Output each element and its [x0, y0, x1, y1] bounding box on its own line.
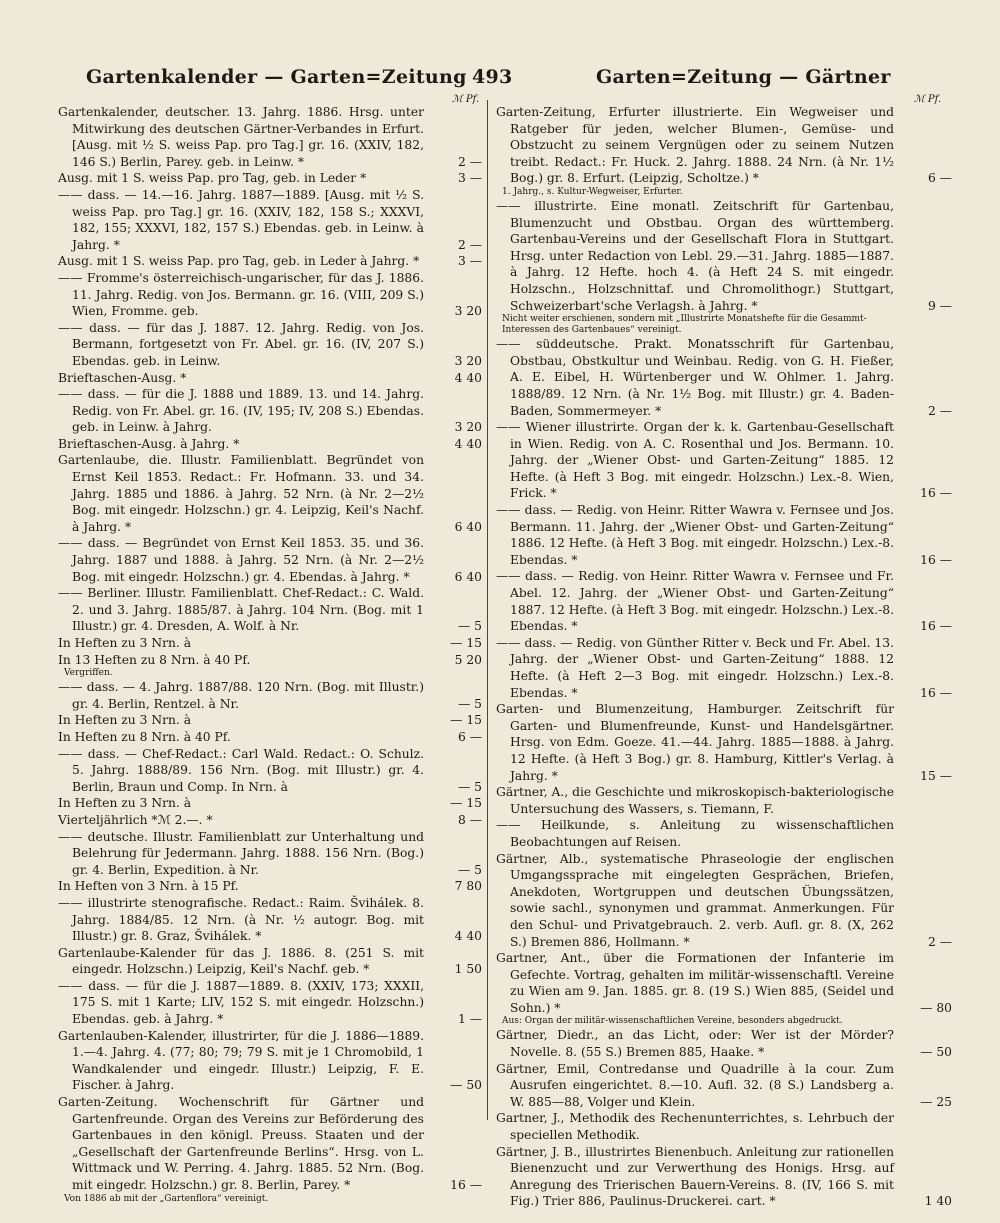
entry-text: Gartenlaube, die. Illustr. Familienblatt. Begründet von Ernst Keil 1853. Redact.: Fr. Hofmann. 33. und 34. Jahrg. 1885 und 1886. à Jahrg. 52 Nrn. (à Nr. 2—2½ Bog. mit eingedr. Holzschn.) gr. 4. Leipzig, Keil's Nachf. à Jahrg. *: [58, 453, 424, 534]
catalog-entry: [58, 270, 482, 320]
catalog-entry: [58, 370, 482, 387]
entry-price: 9 —: [927, 298, 952, 313]
entry-price: 5 20: [454, 652, 482, 667]
column-divider: [487, 100, 488, 1120]
catalog-entry: [58, 452, 482, 535]
entry-price: 16 —: [920, 486, 952, 501]
catalog-entry: [58, 635, 482, 652]
entry-text: Gartenlaube-Kalender für das J. 1886. 8. (251 S. mit eingedr. Holzschn.) Leipzig, Keil's Nachf. geb. *: [58, 945, 424, 977]
catalog-entry: [496, 1144, 952, 1210]
entry-price: 16 —: [920, 685, 952, 700]
entry-price: — 15: [450, 713, 482, 728]
entry-text: Vierteljährlich *ℳ 2.—. *: [58, 812, 213, 827]
catalog-entry: [58, 320, 482, 370]
entry-text: Aus: Organ der militär-wissenschaftlichen Vereine, besonders abgedruckt.: [502, 1016, 843, 1027]
entry-text: Nicht weiter erschienen, sondern mit „Illustrirte Monatshefte für die Gesammt-Interessen des Gartenbaues“ vereinigt.: [502, 314, 867, 336]
catalog-entry: [496, 336, 952, 419]
catalog-entry: [58, 812, 482, 829]
entry-price: 1 40: [924, 1194, 952, 1209]
entry-price: — 25: [920, 1094, 952, 1109]
entry-price: 2 —: [457, 154, 482, 169]
catalog-entry: [58, 535, 482, 585]
entry-text: Gartner, Ant., über die Formationen der Infanterie im Gefechte. Vortrag, gehalten im militär-wissenschaftl. Vereine zu Wien am 9. Jan. 1885. gr. 8. (19 S.) Wien 885, (Seidel und Sohn.) *: [496, 951, 894, 1015]
catalog-entry: [496, 851, 952, 951]
left-column: [58, 104, 482, 1205]
entry-text: Garten-Zeitung. Wochenschrift für Gärtner und Gartenfreunde. Organ des Vereins zur Beförderung des Gartenbaues in den königl. Preuss. Staaten und der „Gesellschaft der Gartenfreunde Berlins“. Hrsg. von L. Wittmack und W. Perring. 4. Jahrg. 1885. 52 Nrn. (Bog. mit eingedr. Holzschn.) gr. 8. Berlin, Parey. *: [58, 1095, 424, 1192]
catalog-entry: [58, 104, 482, 170]
catalog-entry: [496, 950, 952, 1016]
catalog-entry: [58, 878, 482, 895]
entry-text: In 13 Heften zu 8 Nrn. à 40 Pf.: [58, 652, 251, 667]
entry-text: Gärtner, Emil, Contredanse und Quadrille à la cour. Zum Ausrufen eingerichtet. 8.—10. Aufl. 32. (8 S.) Landsberg a. W. 885—88, Volger und Klein.: [496, 1061, 894, 1109]
catalog-entry: [58, 652, 482, 669]
entry-text: —— deutsche. Illustr. Familienblatt zur Unterhaltung und Belehrung für Jedermann. Jahrg. 1888. 156 Nrn. (Bog.) gr. 4. Berlin, Expedition. à Nr.: [58, 829, 424, 877]
entry-text: Vergriffen.: [64, 668, 113, 679]
entry-price: — 5: [457, 862, 482, 877]
entry-price: 4 40: [454, 436, 482, 451]
entry-price: 6 —: [927, 171, 952, 186]
entry-text: —— Fromme's österreichisch-ungarischer, für das J. 1886. 11. Jahrg. Redig. von Jos. Bermann. gr. 16. (VIII, 209 S.) Wien, Fromme. geb.: [58, 270, 424, 319]
entry-text: —— dass. — Redig. von Günther Ritter v. Beck und Fr. Abel. 13. Jahrg. der „Wiener Obst- und Garten-Zeitung“ 1888. 12 Hefte. (à Heft 2—3 Bog. mit eingedr. Holzschn.) Lex.-8. Ebendas. *: [496, 635, 894, 700]
entry-text: In Heften zu 3 Nrn. à: [58, 713, 192, 728]
entry-price: 3 —: [457, 254, 482, 269]
catalog-entry: [496, 1110, 952, 1143]
catalog-entry: [58, 1028, 482, 1094]
entry-price: 7 80: [454, 879, 482, 894]
entry-text: —— dass. — für das J. 1887. 12. Jahrg. Redig. von Jos. Bermann, fortgesetzt von Fr. Abel. gr. 16. (IV, 207 S.) Ebendas. geb. in Leinw.: [58, 320, 424, 368]
entry-price: 3 —: [457, 171, 482, 186]
entry-price: 3 20: [454, 304, 482, 319]
entry-price: 6 —: [457, 729, 482, 744]
catalog-entry: [58, 829, 482, 879]
catalog-entry: [58, 978, 482, 1028]
entry-text: —— dass. — für die J. 1887—1889. 8. (XXIV, 173; XXXII, 175 S. mit 1 Karte; LIV, 152 S. mit eingedr. Holzschn.) Ebendas. geb. à Jahrg. *: [58, 978, 424, 1027]
entry-price: 15 —: [920, 768, 952, 783]
catalog-entry: [58, 945, 482, 978]
entry-text: Gartner, J., Methodik des Rechenunterrichtes, s. Lehrbuch der speciellen Methodik.: [496, 1111, 894, 1143]
entry-price: 2 —: [927, 934, 952, 949]
catalog-entry: [496, 419, 952, 502]
entry-price: 2 —: [457, 237, 482, 252]
catalog-note: [496, 314, 952, 336]
entry-text: Gartenkalender, deutscher. 13. Jahrg. 1886. Hrsg. unter Mitwirkung des deutschen Gärtner-Verbandes in Erfurt. [Ausg. mit ½ S. weiss Pap. pro Tag.] gr. 16. (XXIV, 182, 146 S.) Berlin, Parey. geb. in Leinw. *: [58, 105, 424, 169]
entry-text: —— dass. — Begründet von Ernst Keil 1853. 35. und 36. Jahrg. 1887 und 1888. à Jahrg. 52 Nrn. (à Nr. 2—2½ Bog. mit eingedr. Holzschn.) gr. 4. Ebendas. à Jahrg. *: [58, 536, 424, 584]
entry-text: —— illustrirte. Eine monatl. Zeitschrift für Gartenbau, Blumenzucht und Obstbau. Organ des württemberg. Gartenbau-Vereins und der Gesellschaft Flora in Stuttgart. Hrsg. unter Redaction von Lebl. 29.—31. Jahrg. 1885—1887. à Jahrg. 12 Hefte. hoch 4. (à Heft 24 S. mit eingedr. Holzschn., Holzschnittaf. und Chromolithogr.) Stuttgart, Schweizerbart'sche Verlagsh. à Jahrg. *: [496, 198, 894, 313]
entry-text: In Heften von 3 Nrn. à 15 Pf.: [58, 879, 239, 894]
entry-price: 1 50: [454, 962, 482, 977]
catalog-entry: [496, 104, 952, 187]
right-column: [496, 104, 952, 1210]
entry-price: 16 —: [920, 552, 952, 567]
entry-text: —— süddeutsche. Prakt. Monatsschrift für Gartenbau, Obstbau, Obstkultur und Weinbau. Redig. von G. H. Fießer, A. E. Eibel, H. Würtenberger und W. Ohlmer. 1. Jahrg. 1888/89. 12 Nrn. (à Nr. 1½ Bog. mit Illustr.) gr. 4. Baden-Baden, Sommermeyer. *: [496, 337, 894, 418]
entry-text: Brieftaschen-Ausg. *: [58, 370, 187, 385]
catalog-note: [496, 187, 952, 198]
entry-price: — 15: [450, 796, 482, 811]
entry-price: 3 20: [454, 420, 482, 435]
entry-text: —— Berliner. Illustr. Familienblatt. Chef-Redact.: C. Wald. 2. und 3. Jahrg. 1885/87. à Jahrg. 104 Nrn. (Bog. mit 1 Illustr.) gr. 4. Dresden, A. Wolf. à Nr.: [58, 586, 424, 634]
entry-price: 6 40: [454, 569, 482, 584]
catalog-entry: [58, 436, 482, 453]
entry-price: 6 40: [454, 519, 482, 534]
entry-text: —— dass. — Redig. von Heinr. Ritter Wawra v. Fernsee und Fr. Abel. 12. Jahrg. der „Wiener Obst- und Garten-Zeitung“ 1887. 12 Hefte. (à Heft 3 Bog. mit eingedr. Holzschn.) Lex.-8. Ebendas. *: [496, 569, 894, 634]
catalog-entry: [58, 712, 482, 729]
entry-price: 4 40: [454, 370, 482, 385]
entry-text: —— dass. — 4. Jahrg. 1887/88. 120 Nrn. (Bog. mit Illustr.) gr. 4. Berlin, Rentzel. à Nr.: [58, 680, 424, 711]
catalog-entry: [58, 1094, 482, 1194]
entry-text: Ausg. mit 1 S. weiss Pap. pro Tag, geb. in Leder à Jahrg. *: [58, 254, 420, 269]
entry-text: Brieftaschen-Ausg. à Jahrg. *: [58, 436, 240, 451]
entry-text: In Heften zu 8 Nrn. à 40 Pf.: [58, 729, 231, 744]
currency-header-right: ℳ Pf.: [914, 94, 942, 105]
entry-text: —— illustrirte stenografische. Redact.: Raim. Švihálek. 8. Jahrg. 1884/85. 12 Nrn. (à Nr. ½ autogr. Bog. mit Illustr.) gr. 8. Graz, Švihálek. *: [58, 895, 424, 944]
page-number: 493: [472, 66, 513, 88]
entry-text: Gartenlauben-Kalender, illustrirter, für die J. 1886—1889. 1.—4. Jahrg. 4. (77; 80; 79; 79 S. mit je 1 Chromobild, 1 Wandkalender und eingedr. Illustr.) Leipzig, F. E. Fischer. à Jahrg.: [58, 1028, 424, 1093]
entry-text: Von 1886 ab mit der „Gartenflora“ vereinigt.: [64, 1193, 269, 1204]
catalog-entry: [58, 895, 482, 945]
running-head-right: Garten=Zeitung — Gärtner: [596, 66, 891, 88]
entry-text: Gärtner, J. B., illustrirtes Bienenbuch. Anleitung zur rationellen Bienenzucht und zur Verwerthung des Honigs. Hrsg. auf Anregung des Trierischen Bauern-Vereins. 8. (IV, 166 S. mit Fig.) Trier 886, Paulinus-Druckerei. cart. *: [496, 1144, 894, 1209]
entry-text: 1. Jahrg., s. Kultur-Wegweiser, Erfurter.: [502, 186, 683, 197]
entry-price: 4 40: [454, 929, 482, 944]
catalog-note: [496, 1016, 952, 1027]
entry-price: 8 —: [457, 812, 482, 827]
entry-text: —— dass. — Chef-Redact.: Carl Wald. Redact.: O. Schulz. 5. Jahrg. 1888/89. 156 Nrn. (Bog. mit Illustr.) gr. 4. Berlin, Braun und Comp. In Nrn. à: [58, 746, 424, 794]
currency-header-left: ℳ Pf.: [452, 94, 480, 105]
catalog-entry: [58, 585, 482, 635]
catalog-entry: [58, 187, 482, 253]
catalog-entry: [496, 1027, 952, 1060]
entry-text: Gärtner, Diedr., an das Licht, oder: Wer ist der Mörder? Novelle. 8. (55 S.) Bremen 885, Haake. *: [496, 1028, 894, 1060]
entry-text: —— Heilkunde, s. Anleitung zu wissenschaftlichen Beobachtungen auf Reisen.: [496, 818, 894, 849]
entry-text: In Heften zu 3 Nrn. à: [58, 796, 192, 811]
entry-price: — 15: [450, 636, 482, 650]
catalog-entry: [58, 679, 482, 712]
catalog-entry: [496, 701, 952, 784]
catalog-entry: [58, 386, 482, 436]
entry-text: Garten-Zeitung, Erfurter illustrierte. Ein Wegweiser und Ratgeber für jeden, welcher Blumen-, Gemüse- und Obstzucht zu seinem Vergnügen oder zu seinem Nutzen treibt. Redact.: Fr. Huck. 2. Jahrg. 1888. 24 Nrn. (à Nr. 1½ Bog.) gr. 8. Erfurt. (Leipzig, Scholtze.) *: [496, 105, 894, 186]
catalog-entry: [58, 170, 482, 187]
entry-price: 1 —: [457, 1012, 482, 1027]
catalog-note: [58, 668, 482, 679]
catalog-entry: [496, 1061, 952, 1111]
catalog-entry: [496, 568, 952, 634]
entry-price: — 50: [450, 1078, 482, 1093]
catalog-entry: [58, 746, 482, 796]
entry-text: —— dass. — 14.—16. Jahrg. 1887—1889. [Ausg. mit ½ S. weiss Pap. pro Tag.] gr. 16. (XXIV, 182, 158 S.; XXXVI, 182, 155; XXXVI, 182, 157 S.) Ebendas. geb. in Leinw. à Jahrg. *: [58, 187, 424, 252]
entry-text: —— dass. — für die J. 1888 und 1889. 13. und 14. Jahrg. Redig. von Fr. Abel. gr. 16. (IV, 195; IV, 208 S.) Ebendas. geb. in Leinw. à Jahrg.: [58, 387, 424, 435]
entry-price: 2 —: [927, 403, 952, 418]
catalog-entry: [496, 784, 952, 817]
catalog-entry: [58, 253, 482, 270]
entry-text: —— Wiener illustrirte. Organ der k. k. Gartenbau-Gesellschaft in Wien. Redig. von A. C. Rosenthal und Jos. Bermann. 10. Jahrg. der „Wiener Obst- und Garten-Zeitung“ 1885. 12 Hefte. (à Heft 3 Bog. mit eingedr. Holzschn.) Lex.-8. Wien, Frick. *: [496, 420, 894, 501]
entry-price: — 50: [920, 1045, 952, 1060]
entry-price: 16 —: [450, 1178, 482, 1192]
catalog-note: [58, 1194, 482, 1205]
entry-text: Garten- und Blumenzeitung, Hamburger. Zeitschrift für Garten- und Blumenfreunde, Kunst- und Handelsgärtner. Hrsg. von Edm. Goeze. 41.—44. Jahrg. 1885—1888. à Jahrg. 12 Hefte. (à Heft 3 Bog.) gr. 8. Hamburg, Kittler's Verlag. à Jahrg. *: [496, 702, 894, 783]
entry-text: —— dass. — Redig. von Heinr. Ritter Wawra v. Fernsee und Jos. Bermann. 11. Jahrg. der „Wiener Obst- und Garten-Zeitung“ 1886. 12 Hefte. (à Heft 3 Bog. mit eingedr. Holzschn.) Lex.-8. Ebendas. *: [496, 503, 894, 567]
entry-text: Ausg. mit 1 S. weiss Pap. pro Tag, geb. in Leder *: [58, 171, 367, 186]
catalog-entry: [496, 502, 952, 568]
catalog-entry: [496, 198, 952, 314]
entry-text: Gärtner, A., die Geschichte und mikroskopisch-bakteriologische Untersuchung des Wassers, s. Tiemann, F.: [496, 785, 895, 816]
catalog-entry: [496, 635, 952, 701]
entry-text: In Heften zu 3 Nrn. à: [58, 636, 192, 650]
entry-price: — 5: [457, 779, 482, 794]
entry-price: — 5: [457, 696, 482, 711]
entry-price: 16 —: [920, 619, 952, 634]
entry-text: Gärtner, Alb., systematische Phraseologie der englischen Umgangssprache mit eingelegten Gesprächen, Briefen, Anekdoten, Wortgruppen und deutschen Übungssätzen, sowie sachl., synonymen und grammat. Anmerkungen. Für den Schul- und Privatgebrauch. 2. verb. Aufl. gr. 8. (X, 262 S.) Bremen 886, Hollmann. *: [496, 851, 894, 949]
running-head-left: Gartenkalender — Garten=Zeitung: [86, 66, 467, 88]
entry-price: — 5: [457, 619, 482, 634]
catalog-entry: [496, 817, 952, 850]
catalog-entry: [58, 729, 482, 746]
entry-price: 3 20: [454, 353, 482, 368]
catalog-entry: [58, 795, 482, 812]
entry-price: — 80: [920, 1000, 952, 1015]
